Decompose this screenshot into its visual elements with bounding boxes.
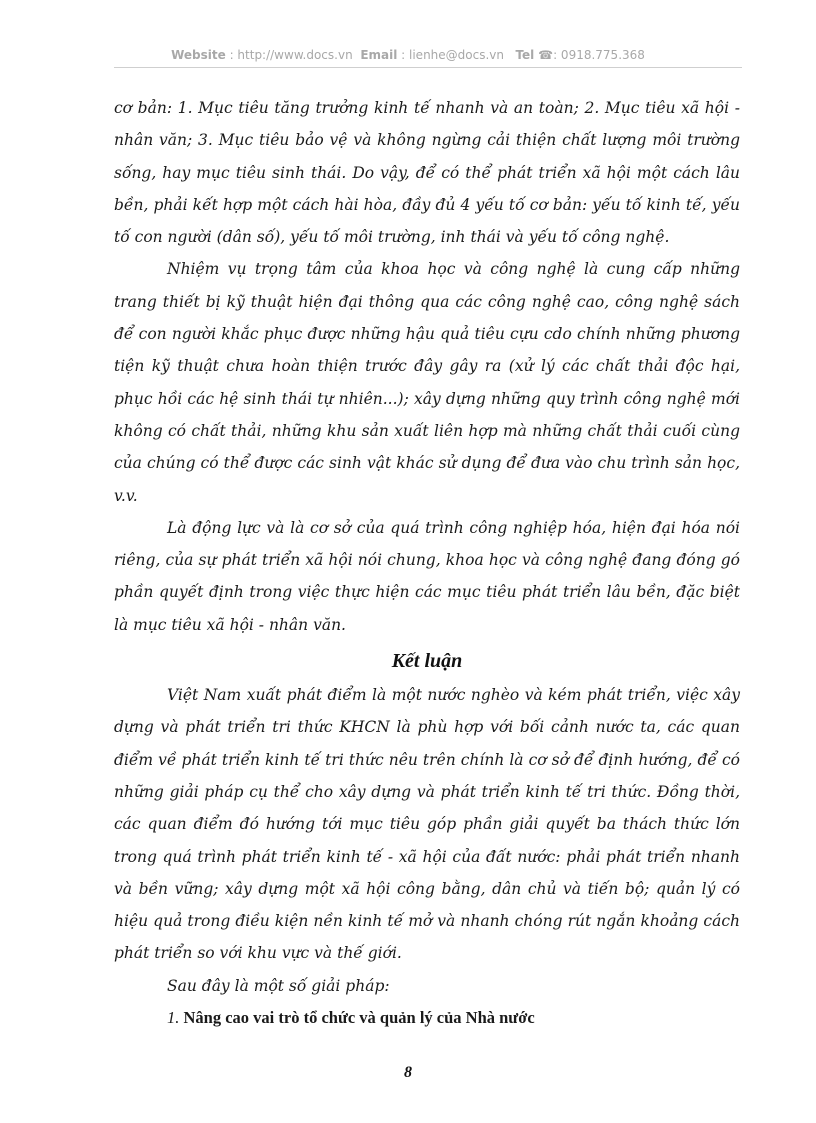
page-number: 8 xyxy=(404,1064,412,1081)
paragraph-1: cơ bản: 1. Mục tiêu tăng trưởng kinh tế nhanh và an toàn; 2. Mục tiêu xã hội - nhân văn; 3. Mục tiêu bảo vệ và không ngừng cải thiện chất lượng môi trường sống, hay mục tiêu sinh thái. Do vậy, để có thể phát triển xã hội một cách lâu bền, phải kết hợp một cách hài hòa, đầy đủ 4 yếu tố cơ bản: yếu tố kinh tế, yếu tố con người (dân số), yếu tố môi trường, inh thái và yếu tố công nghệ. xyxy=(114,99,740,247)
paragraph-5: Sau đây là một số giải pháp: xyxy=(167,976,390,995)
page-header xyxy=(0,48,816,62)
email-address[interactable]: : lienhe@docs.vn xyxy=(397,48,504,62)
email-label: Email xyxy=(360,48,398,62)
paragraph-3: Là động lực và là cơ sở của quá trình công nghiệp hóa, hiện đại hóa nói riêng, của sự phát triển xã hội nói chung, khoa học và công nghệ đang đóng gó phần quyết định trong việc thực hiện các mục tiêu phát triển lâu bền, đặc biệt là mục tiêu xã hội - nhân văn. xyxy=(114,518,740,634)
paragraph-4: Việt Nam xuất phát điểm là một nước nghèo và kém phát triển, việc xây dựng và phát triển tri thức KHCN là phù hợp với bối cảnh nước ta, các quan điểm về phát triển kinh tế tri thức nêu trên chính là cơ sở để định hướng, để có những giải pháp cụ thể cho xây dựng và phát triển kinh tế tri thức. Đồng thời, các quan điểm đó hướng tới mục tiêu góp phần giải quyết ba thách thức lớn trong quá trình phát triển kinh tế - xã hội của đất nước: phải phát triển nhanh và bền vững; xây dựng một xã hội công bằng, dân chủ và tiến bộ; quản lý có hiệu quả trong điều kiện nền kinh tế mở và nhanh chóng rút ngắn khoảng cách phát triển so với khu vực và thế giới. xyxy=(114,686,740,963)
solution-number: 1. xyxy=(167,1008,180,1028)
paragraph-2: Nhiệm vụ trọng tâm của khoa học và công nghệ là cung cấp những trang thiết bị kỹ thuật hiện đại thông qua các công nghệ cao, công nghệ sách để con người khắc phục được những hậu quả tiêu cựu cdo chính những phương tiện kỹ thuật chưa hoàn thiện trước đây gây ra (xử lý các chất thải độc hại, phục hồi các hệ sinh thái tự nhiên...); xây dựng những quy trình công nghệ mới không có chất thải, những khu sản xuất liên hợp mà những chất thải cuối cùng của chúng có thể được các sinh vật khác sử dụng để đưa vào chu trình sản học, v.v. xyxy=(114,260,740,505)
solution-item-1 xyxy=(114,1002,740,1034)
section-heading: Kết luận xyxy=(391,650,463,673)
website-url[interactable]: : http://www.docs.vn xyxy=(225,48,353,62)
solution-title: Nâng cao vai trò tổ chức và quản lý của Nhà nước xyxy=(179,1008,535,1028)
tel-label: Tel xyxy=(515,48,535,62)
website-label: Website xyxy=(171,48,226,62)
telephone-icon: ☎ xyxy=(538,48,554,62)
document-body xyxy=(114,92,740,1034)
tel-number: : 0918.775.368 xyxy=(553,48,645,62)
header-divider xyxy=(114,67,742,68)
